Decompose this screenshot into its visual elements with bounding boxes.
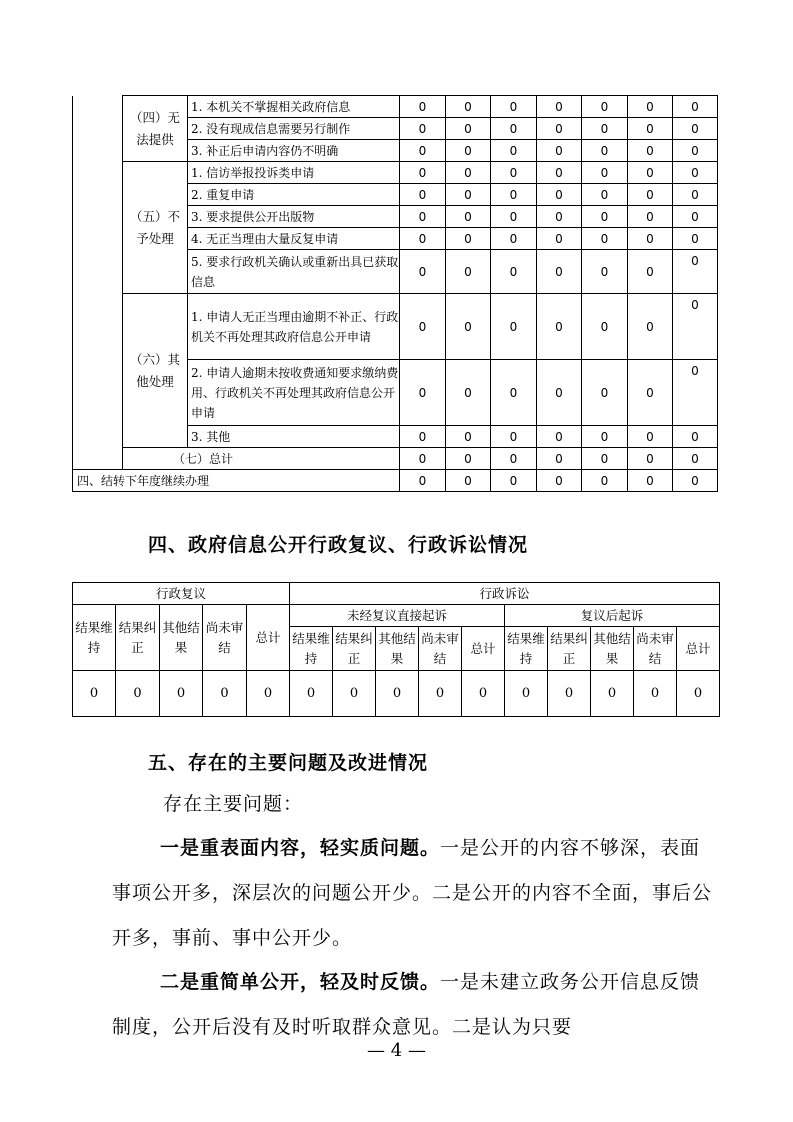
value-cell: 0 bbox=[400, 206, 446, 228]
value-cell: 0 bbox=[582, 162, 628, 184]
value-cell: 0 bbox=[446, 250, 491, 294]
request-handling-table bbox=[72, 95, 718, 492]
col-label: 尚未审结 bbox=[634, 627, 677, 671]
value-cell: 0 bbox=[582, 96, 628, 118]
item-label: 3. 补正后申请内容仍不明确 bbox=[188, 140, 400, 162]
value-cell: 0 bbox=[582, 470, 628, 492]
value-cell: 0 bbox=[537, 140, 582, 162]
value-cell: 0 bbox=[400, 294, 446, 360]
direct-litigation-header: 未经复议直接起诉 bbox=[290, 605, 505, 627]
value-cell: 0 bbox=[400, 184, 446, 206]
group-label: （四）无法提供 bbox=[123, 96, 188, 162]
value-cell: 0 bbox=[673, 360, 718, 426]
problem-2-heading: 二是重简单公开，轻及时反馈。 bbox=[160, 971, 441, 993]
value-cell: 0 bbox=[582, 140, 628, 162]
value-cell: 0 bbox=[628, 206, 673, 228]
value-cell: 0 bbox=[537, 426, 582, 448]
value-cell: 0 bbox=[582, 118, 628, 140]
value-cell: 0 bbox=[628, 294, 673, 360]
value-cell: 0 bbox=[400, 118, 446, 140]
value-cell: 0 bbox=[491, 96, 537, 118]
value-cell: 0 bbox=[628, 426, 673, 448]
value-cell: 0 bbox=[591, 671, 634, 717]
litigation-header: 行政诉讼 bbox=[290, 583, 720, 605]
value-cell: 0 bbox=[419, 671, 462, 717]
value-cell: 0 bbox=[446, 206, 491, 228]
problems-intro: 存在主要问题： bbox=[163, 793, 304, 815]
blank-cell bbox=[73, 96, 123, 470]
value-cell: 0 bbox=[628, 250, 673, 294]
col-label: 结果维持 bbox=[73, 605, 116, 671]
value-cell: 0 bbox=[673, 118, 718, 140]
total-label: （七）总计 bbox=[123, 448, 400, 470]
value-cell: 0 bbox=[73, 671, 116, 717]
value-cell: 0 bbox=[673, 140, 718, 162]
value-cell: 0 bbox=[673, 294, 718, 360]
value-cell: 0 bbox=[628, 140, 673, 162]
group-label: （六）其他处理 bbox=[123, 294, 188, 448]
problem-1-heading: 一是重表面内容，轻实质问题。 bbox=[160, 837, 441, 859]
after-review-header: 复议后起诉 bbox=[505, 605, 720, 627]
value-cell: 0 bbox=[446, 228, 491, 250]
problem-2-text: 一是未建立政务公开信息反馈制度，公开后没有及时听取群众意见。二是认为只要 bbox=[112, 971, 701, 1038]
col-label: 结果纠正 bbox=[333, 627, 376, 671]
col-label: 结果维持 bbox=[505, 627, 548, 671]
value-cell: 0 bbox=[628, 448, 673, 470]
col-label: 总计 bbox=[247, 605, 290, 671]
value-cell: 0 bbox=[628, 470, 673, 492]
value-cell: 0 bbox=[446, 294, 491, 360]
value-cell: 0 bbox=[628, 360, 673, 426]
value-cell: 0 bbox=[446, 162, 491, 184]
col-label: 其他结果 bbox=[376, 627, 419, 671]
value-cell: 0 bbox=[400, 360, 446, 426]
value-cell: 0 bbox=[582, 184, 628, 206]
value-cell: 0 bbox=[673, 426, 718, 448]
item-label: 5. 要求行政机关确认或重新出具已获取信息 bbox=[188, 250, 400, 294]
problem-1-text: 一是公开的内容不够深，表面事项公开多，深层次的问题公开少。二是公开的内容不全面，事后公开多，事前、事中公开少。 bbox=[112, 837, 713, 949]
value-cell: 0 bbox=[491, 140, 537, 162]
value-cell: 0 bbox=[491, 470, 537, 492]
carryover-label: 四、结转下年度继续办理 bbox=[73, 470, 400, 492]
value-cell: 0 bbox=[247, 671, 290, 717]
col-label: 尚未审结 bbox=[419, 627, 462, 671]
value-cell: 0 bbox=[537, 162, 582, 184]
value-cell: 0 bbox=[537, 470, 582, 492]
value-cell: 0 bbox=[446, 426, 491, 448]
group-label: （五）不予处理 bbox=[123, 162, 188, 294]
item-label: 1. 信访举报投诉类申请 bbox=[188, 162, 400, 184]
value-cell: 0 bbox=[628, 118, 673, 140]
value-cell: 0 bbox=[400, 162, 446, 184]
value-cell: 0 bbox=[582, 360, 628, 426]
review-litigation-table bbox=[72, 582, 720, 717]
value-cell: 0 bbox=[491, 360, 537, 426]
col-label: 其他结果 bbox=[160, 605, 203, 671]
value-cell: 0 bbox=[400, 96, 446, 118]
col-label: 其他结果 bbox=[591, 627, 634, 671]
value-cell: 0 bbox=[333, 671, 376, 717]
value-cell: 0 bbox=[446, 118, 491, 140]
value-cell: 0 bbox=[537, 206, 582, 228]
value-cell: 0 bbox=[537, 228, 582, 250]
value-cell: 0 bbox=[537, 448, 582, 470]
value-cell: 0 bbox=[290, 671, 333, 717]
value-cell: 0 bbox=[400, 228, 446, 250]
value-cell: 0 bbox=[446, 448, 491, 470]
value-cell: 0 bbox=[376, 671, 419, 717]
value-cell: 0 bbox=[673, 96, 718, 118]
value-cell: 0 bbox=[582, 426, 628, 448]
value-cell: 0 bbox=[491, 162, 537, 184]
item-label: 3. 要求提供公开出版物 bbox=[188, 206, 400, 228]
value-cell: 0 bbox=[582, 206, 628, 228]
value-cell: 0 bbox=[116, 671, 160, 717]
value-cell: 0 bbox=[491, 294, 537, 360]
value-cell: 0 bbox=[673, 228, 718, 250]
value-cell: 0 bbox=[537, 96, 582, 118]
value-cell: 0 bbox=[400, 426, 446, 448]
review-header: 行政复议 bbox=[73, 583, 290, 605]
col-label: 总计 bbox=[677, 627, 720, 671]
col-label: 结果纠正 bbox=[116, 605, 160, 671]
value-cell: 0 bbox=[537, 294, 582, 360]
value-cell: 0 bbox=[582, 228, 628, 250]
value-cell: 0 bbox=[537, 250, 582, 294]
value-cell: 0 bbox=[634, 671, 677, 717]
value-cell: 0 bbox=[203, 671, 247, 717]
col-label: 结果纠正 bbox=[548, 627, 591, 671]
value-cell: 0 bbox=[628, 228, 673, 250]
value-cell: 0 bbox=[446, 470, 491, 492]
section-4-title: 四、政府信息公开行政复议、行政诉讼情况 bbox=[148, 534, 529, 556]
col-label: 尚未审结 bbox=[203, 605, 247, 671]
item-label: 1. 申请人无正当理由逾期不补正、行政机关不再处理其政府信息公开申请 bbox=[188, 294, 400, 360]
value-cell: 0 bbox=[491, 184, 537, 206]
value-cell: 0 bbox=[400, 470, 446, 492]
page-number: — 4 — bbox=[367, 1040, 426, 1061]
value-cell: 0 bbox=[628, 162, 673, 184]
value-cell: 0 bbox=[491, 228, 537, 250]
value-cell: 0 bbox=[628, 184, 673, 206]
problem-paragraph-1 bbox=[112, 826, 712, 961]
value-cell: 0 bbox=[582, 250, 628, 294]
value-cell: 0 bbox=[677, 671, 720, 717]
value-cell: 0 bbox=[446, 360, 491, 426]
item-label: 4. 无正当理由大量反复申请 bbox=[188, 228, 400, 250]
value-cell: 0 bbox=[491, 250, 537, 294]
value-cell: 0 bbox=[537, 184, 582, 206]
value-cell: 0 bbox=[548, 671, 591, 717]
item-label: 3. 其他 bbox=[188, 426, 400, 448]
value-cell: 0 bbox=[537, 360, 582, 426]
value-cell: 0 bbox=[582, 448, 628, 470]
value-cell: 0 bbox=[673, 184, 718, 206]
value-cell: 0 bbox=[582, 294, 628, 360]
value-cell: 0 bbox=[446, 96, 491, 118]
problem-paragraph-2 bbox=[112, 960, 712, 1050]
value-cell: 0 bbox=[491, 118, 537, 140]
value-cell: 0 bbox=[673, 448, 718, 470]
value-cell: 0 bbox=[673, 162, 718, 184]
item-label: 1. 本机关不掌握相关政府信息 bbox=[188, 96, 400, 118]
value-cell: 0 bbox=[491, 206, 537, 228]
item-label: 2. 重复申请 bbox=[188, 184, 400, 206]
item-label: 2. 没有现成信息需要另行制作 bbox=[188, 118, 400, 140]
value-cell: 0 bbox=[160, 671, 203, 717]
value-cell: 0 bbox=[446, 184, 491, 206]
value-cell: 0 bbox=[400, 140, 446, 162]
value-cell: 0 bbox=[400, 448, 446, 470]
value-cell: 0 bbox=[491, 448, 537, 470]
value-cell: 0 bbox=[491, 426, 537, 448]
value-cell: 0 bbox=[400, 250, 446, 294]
value-cell: 0 bbox=[505, 671, 548, 717]
value-cell: 0 bbox=[673, 470, 718, 492]
value-cell: 0 bbox=[446, 140, 491, 162]
value-cell: 0 bbox=[673, 206, 718, 228]
value-cell: 0 bbox=[462, 671, 505, 717]
section-5-title: 五、存在的主要问题及改进情况 bbox=[148, 752, 429, 774]
value-cell: 0 bbox=[628, 96, 673, 118]
item-label: 2. 申请人逾期未按收费通知要求缴纳费用、行政机关不再处理其政府信息公开申请 bbox=[188, 360, 400, 426]
col-label: 结果维持 bbox=[290, 627, 333, 671]
value-cell: 0 bbox=[673, 250, 718, 294]
value-cell: 0 bbox=[537, 118, 582, 140]
col-label: 总计 bbox=[462, 627, 505, 671]
